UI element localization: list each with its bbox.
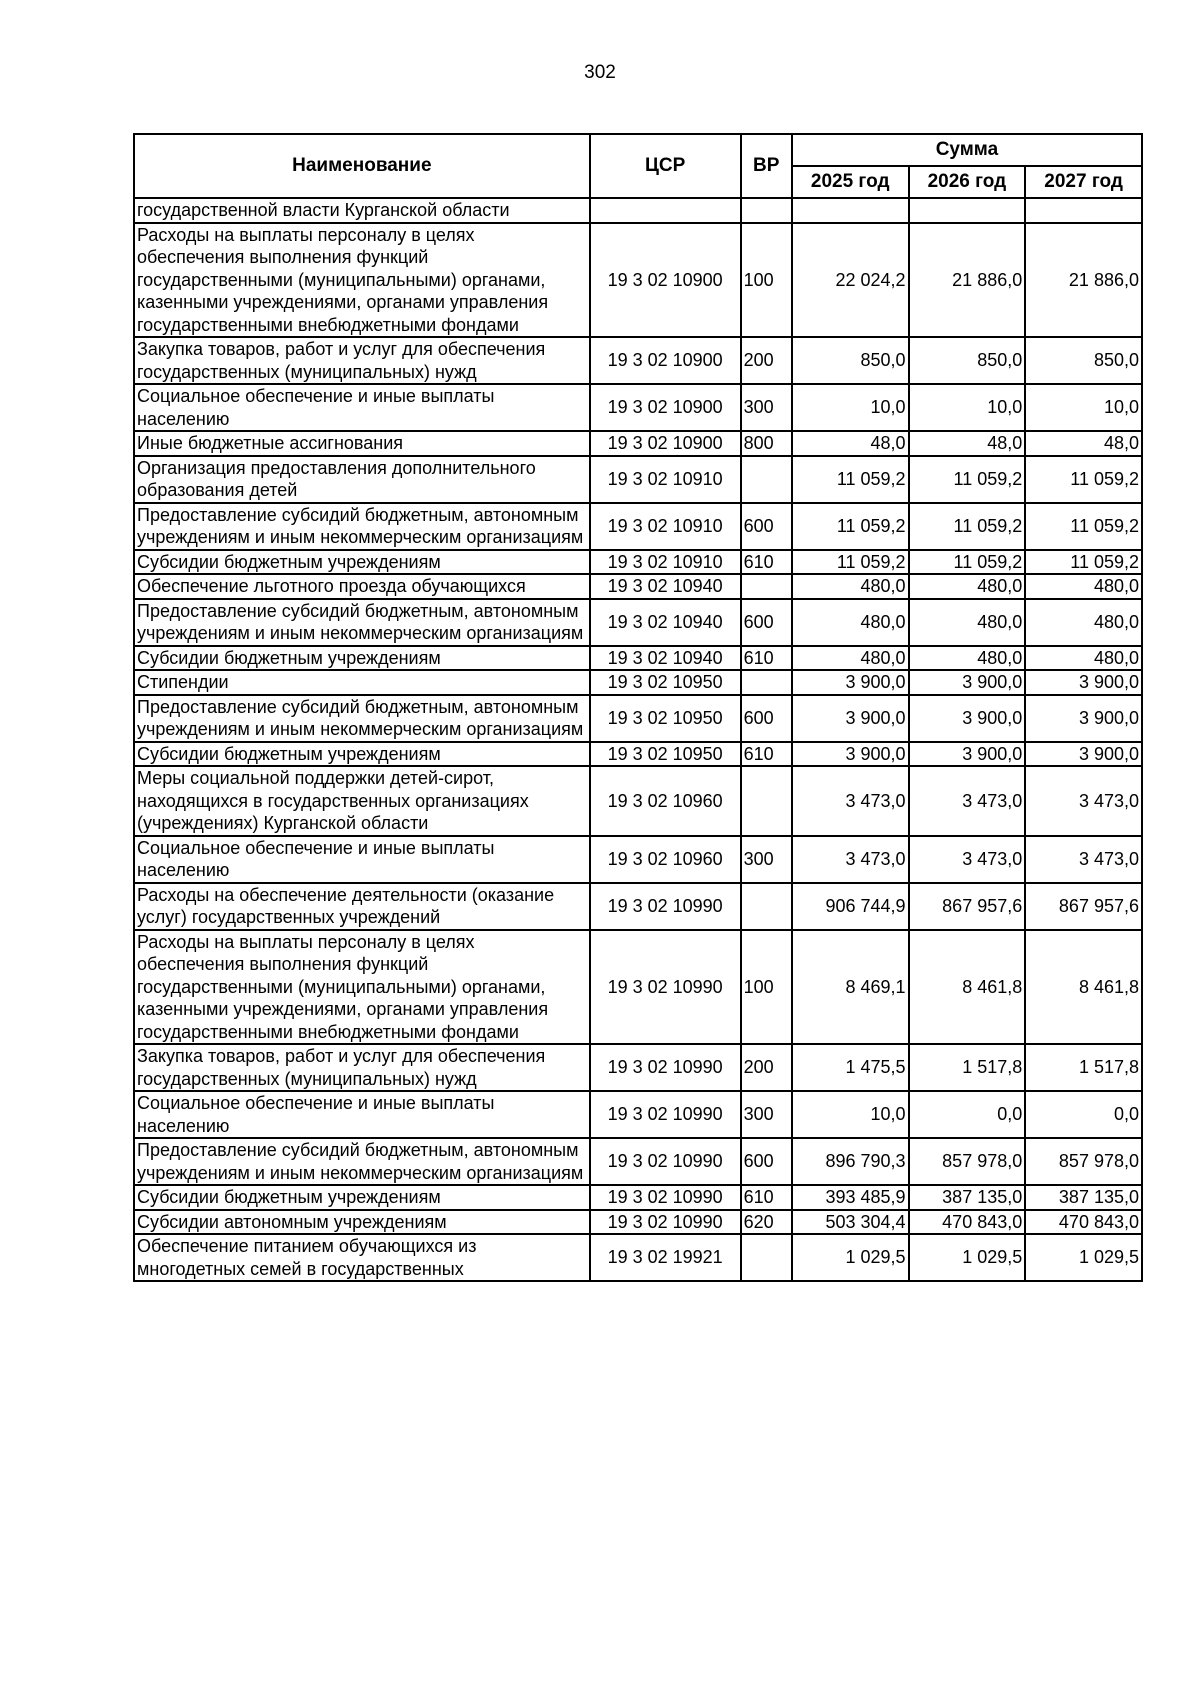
table-row xyxy=(134,742,1142,767)
header-year-2027: 2027 год xyxy=(1025,166,1142,198)
row-vr-cell: 100 xyxy=(741,223,792,338)
row-value-2027-cell: 857 978,0 xyxy=(1025,1138,1142,1185)
row-name-cell: Субсидии бюджетным учреждениям xyxy=(134,742,590,767)
row-value-2027-cell: 3 473,0 xyxy=(1025,766,1142,836)
table-row xyxy=(134,599,1142,646)
row-value-2027-cell: 480,0 xyxy=(1025,599,1142,646)
row-value-2026-cell: 3 473,0 xyxy=(909,766,1026,836)
row-vr-cell xyxy=(741,456,792,503)
row-value-2026-cell: 11 059,2 xyxy=(909,550,1026,575)
table-row xyxy=(134,1138,1142,1185)
row-value-2026-cell: 8 461,8 xyxy=(909,930,1026,1045)
row-value-2025-cell: 10,0 xyxy=(792,384,909,431)
row-value-2025-cell: 503 304,4 xyxy=(792,1210,909,1235)
table-row xyxy=(134,670,1142,695)
row-name-cell: Иные бюджетные ассигнования xyxy=(134,431,590,456)
row-value-2026-cell: 0,0 xyxy=(909,1091,1026,1138)
row-value-2025-cell: 480,0 xyxy=(792,599,909,646)
row-value-2027-cell: 3 900,0 xyxy=(1025,695,1142,742)
row-csr-cell: 19 3 02 10910 xyxy=(590,503,741,550)
row-csr-cell: 19 3 02 10900 xyxy=(590,337,741,384)
header-vr: ВР xyxy=(741,134,792,198)
row-value-2026-cell: 1 517,8 xyxy=(909,1044,1026,1091)
row-value-2025-cell: 22 024,2 xyxy=(792,223,909,338)
row-name-cell: Субсидии бюджетным учреждениям xyxy=(134,550,590,575)
row-name-cell: Предоставление субсидий бюджетным, автономным учреждениям и иным некоммерческим организациям xyxy=(134,695,590,742)
row-vr-cell xyxy=(741,766,792,836)
table-row xyxy=(134,1091,1142,1138)
row-csr-cell: 19 3 02 10900 xyxy=(590,384,741,431)
row-vr-cell: 600 xyxy=(741,1138,792,1185)
row-value-2025-cell: 11 059,2 xyxy=(792,550,909,575)
row-vr-cell: 300 xyxy=(741,384,792,431)
row-value-2025-cell: 896 790,3 xyxy=(792,1138,909,1185)
row-value-2026-cell: 3 900,0 xyxy=(909,670,1026,695)
table-row xyxy=(134,503,1142,550)
row-value-2027-cell: 11 059,2 xyxy=(1025,550,1142,575)
row-value-2027-cell: 867 957,6 xyxy=(1025,883,1142,930)
row-value-2027-cell: 470 843,0 xyxy=(1025,1210,1142,1235)
row-csr-cell: 19 3 02 10990 xyxy=(590,1091,741,1138)
row-value-2025-cell: 906 744,9 xyxy=(792,883,909,930)
row-vr-cell xyxy=(741,1234,792,1281)
header-sum: Сумма xyxy=(792,134,1142,166)
row-value-2026-cell: 1 029,5 xyxy=(909,1234,1026,1281)
row-vr-cell xyxy=(741,198,792,223)
row-name-cell: Обеспечение питанием обучающихся из многодетных семей в государственных xyxy=(134,1234,590,1281)
row-csr-cell: 19 3 02 10990 xyxy=(590,883,741,930)
row-value-2027-cell: 11 059,2 xyxy=(1025,456,1142,503)
row-vr-cell: 610 xyxy=(741,1185,792,1210)
row-name-cell: Стипендии xyxy=(134,670,590,695)
page-number: 302 xyxy=(584,62,616,83)
table-row xyxy=(134,456,1142,503)
row-value-2027-cell: 480,0 xyxy=(1025,574,1142,599)
table-body xyxy=(134,198,1142,1281)
row-value-2027-cell xyxy=(1025,198,1142,223)
row-csr-cell: 19 3 02 10990 xyxy=(590,1185,741,1210)
row-csr-cell: 19 3 02 10990 xyxy=(590,1210,741,1235)
row-value-2027-cell: 8 461,8 xyxy=(1025,930,1142,1045)
row-value-2026-cell: 857 978,0 xyxy=(909,1138,1026,1185)
header-csr: ЦСР xyxy=(590,134,741,198)
table-row xyxy=(134,646,1142,671)
table-header xyxy=(134,134,1142,198)
row-value-2025-cell: 3 900,0 xyxy=(792,670,909,695)
row-value-2027-cell: 0,0 xyxy=(1025,1091,1142,1138)
row-value-2025-cell: 480,0 xyxy=(792,574,909,599)
row-name-cell: Субсидии бюджетным учреждениям xyxy=(134,646,590,671)
row-value-2025-cell: 48,0 xyxy=(792,431,909,456)
row-value-2025-cell: 480,0 xyxy=(792,646,909,671)
row-vr-cell: 300 xyxy=(741,836,792,883)
row-value-2026-cell: 867 957,6 xyxy=(909,883,1026,930)
row-value-2026-cell: 11 059,2 xyxy=(909,456,1026,503)
row-value-2026-cell: 480,0 xyxy=(909,646,1026,671)
row-csr-cell: 19 3 02 10940 xyxy=(590,646,741,671)
row-vr-cell: 800 xyxy=(741,431,792,456)
row-name-cell: Закупка товаров, работ и услуг для обеспечения государственных (муниципальных) нужд xyxy=(134,1044,590,1091)
header-year-2026: 2026 год xyxy=(909,166,1026,198)
row-vr-cell xyxy=(741,883,792,930)
row-csr-cell xyxy=(590,198,741,223)
row-vr-cell: 100 xyxy=(741,930,792,1045)
row-csr-cell: 19 3 02 10940 xyxy=(590,574,741,599)
row-value-2026-cell: 850,0 xyxy=(909,337,1026,384)
table-row xyxy=(134,930,1142,1045)
row-value-2026-cell: 480,0 xyxy=(909,599,1026,646)
row-name-cell: Субсидии автономным учреждениям xyxy=(134,1210,590,1235)
row-name-cell: Расходы на выплаты персоналу в целях обеспечения выполнения функций государственными (муниципальными) органами, казенными учреждениями, органами управления государственными внебюджетными фондами xyxy=(134,930,590,1045)
row-value-2027-cell: 3 473,0 xyxy=(1025,836,1142,883)
row-value-2027-cell: 850,0 xyxy=(1025,337,1142,384)
row-value-2025-cell: 393 485,9 xyxy=(792,1185,909,1210)
table-row xyxy=(134,223,1142,338)
row-value-2026-cell: 21 886,0 xyxy=(909,223,1026,338)
row-value-2027-cell: 21 886,0 xyxy=(1025,223,1142,338)
row-csr-cell: 19 3 02 10960 xyxy=(590,836,741,883)
row-value-2026-cell: 470 843,0 xyxy=(909,1210,1026,1235)
row-csr-cell: 19 3 02 10900 xyxy=(590,431,741,456)
table-row xyxy=(134,550,1142,575)
row-csr-cell: 19 3 02 10950 xyxy=(590,695,741,742)
row-name-cell: Предоставление субсидий бюджетным, автономным учреждениям и иным некоммерческим организациям xyxy=(134,599,590,646)
row-vr-cell: 610 xyxy=(741,742,792,767)
row-csr-cell: 19 3 02 10950 xyxy=(590,670,741,695)
row-value-2025-cell: 3 473,0 xyxy=(792,836,909,883)
table-row xyxy=(134,431,1142,456)
row-name-cell: Социальное обеспечение и иные выплаты населению xyxy=(134,1091,590,1138)
row-name-cell: Расходы на обеспечение деятельности (оказание услуг) государственных учреждений xyxy=(134,883,590,930)
row-vr-cell: 200 xyxy=(741,1044,792,1091)
row-value-2026-cell: 387 135,0 xyxy=(909,1185,1026,1210)
row-value-2025-cell: 11 059,2 xyxy=(792,456,909,503)
table-row xyxy=(134,883,1142,930)
row-vr-cell xyxy=(741,670,792,695)
row-csr-cell: 19 3 02 10900 xyxy=(590,223,741,338)
row-value-2026-cell: 3 900,0 xyxy=(909,742,1026,767)
row-name-cell: Предоставление субсидий бюджетным, автономным учреждениям и иным некоммерческим организациям xyxy=(134,1138,590,1185)
row-value-2026-cell: 3 900,0 xyxy=(909,695,1026,742)
table-row xyxy=(134,337,1142,384)
row-value-2027-cell: 10,0 xyxy=(1025,384,1142,431)
row-value-2025-cell: 3 900,0 xyxy=(792,695,909,742)
row-csr-cell: 19 3 02 10990 xyxy=(590,930,741,1045)
row-value-2025-cell: 850,0 xyxy=(792,337,909,384)
row-value-2027-cell: 3 900,0 xyxy=(1025,742,1142,767)
row-csr-cell: 19 3 02 10990 xyxy=(590,1138,741,1185)
row-name-cell: Расходы на выплаты персоналу в целях обеспечения выполнения функций государственными (муниципальными) органами, казенными учреждениями, органами управления государственными внебюджетными фондами xyxy=(134,223,590,338)
row-vr-cell: 300 xyxy=(741,1091,792,1138)
row-name-cell: Предоставление субсидий бюджетным, автономным учреждениям и иным некоммерческим организациям xyxy=(134,503,590,550)
row-value-2027-cell: 48,0 xyxy=(1025,431,1142,456)
row-name-cell: Закупка товаров, работ и услуг для обеспечения государственных (муниципальных) нужд xyxy=(134,337,590,384)
row-value-2025-cell xyxy=(792,198,909,223)
header-name: Наименование xyxy=(134,134,590,198)
row-name-cell: Социальное обеспечение и иные выплаты населению xyxy=(134,836,590,883)
row-csr-cell: 19 3 02 10910 xyxy=(590,550,741,575)
row-name-cell: государственной власти Курганской области xyxy=(134,198,590,223)
row-value-2026-cell: 10,0 xyxy=(909,384,1026,431)
row-value-2026-cell: 11 059,2 xyxy=(909,503,1026,550)
table-row xyxy=(134,766,1142,836)
table-row xyxy=(134,836,1142,883)
table-row xyxy=(134,384,1142,431)
row-vr-cell: 600 xyxy=(741,503,792,550)
table-row xyxy=(134,1044,1142,1091)
row-name-cell: Субсидии бюджетным учреждениям xyxy=(134,1185,590,1210)
table-row xyxy=(134,1210,1142,1235)
row-csr-cell: 19 3 02 10910 xyxy=(590,456,741,503)
table-row xyxy=(134,1185,1142,1210)
row-vr-cell: 610 xyxy=(741,646,792,671)
row-value-2025-cell: 1 475,5 xyxy=(792,1044,909,1091)
row-name-cell: Меры социальной поддержки детей-сирот, находящихся в государственных организациях (учреждениях) Курганской области xyxy=(134,766,590,836)
table-row xyxy=(134,695,1142,742)
header-year-2025: 2025 год xyxy=(792,166,909,198)
row-value-2027-cell: 3 900,0 xyxy=(1025,670,1142,695)
row-value-2027-cell: 1 029,5 xyxy=(1025,1234,1142,1281)
row-value-2026-cell: 48,0 xyxy=(909,431,1026,456)
row-value-2027-cell: 387 135,0 xyxy=(1025,1185,1142,1210)
row-csr-cell: 19 3 02 10990 xyxy=(590,1044,741,1091)
row-value-2027-cell: 11 059,2 xyxy=(1025,503,1142,550)
row-value-2025-cell: 1 029,5 xyxy=(792,1234,909,1281)
row-value-2025-cell: 3 473,0 xyxy=(792,766,909,836)
row-vr-cell: 600 xyxy=(741,599,792,646)
row-value-2025-cell: 10,0 xyxy=(792,1091,909,1138)
row-vr-cell: 610 xyxy=(741,550,792,575)
table-row xyxy=(134,198,1142,223)
row-value-2026-cell xyxy=(909,198,1026,223)
row-csr-cell: 19 3 02 10960 xyxy=(590,766,741,836)
row-value-2026-cell: 480,0 xyxy=(909,574,1026,599)
budget-table xyxy=(133,133,1143,1282)
row-value-2025-cell: 8 469,1 xyxy=(792,930,909,1045)
row-value-2026-cell: 3 473,0 xyxy=(909,836,1026,883)
row-vr-cell xyxy=(741,574,792,599)
row-name-cell: Обеспечение льготного проезда обучающихся xyxy=(134,574,590,599)
table-row xyxy=(134,574,1142,599)
row-name-cell: Организация предоставления дополнительного образования детей xyxy=(134,456,590,503)
row-vr-cell: 600 xyxy=(741,695,792,742)
row-csr-cell: 19 3 02 10950 xyxy=(590,742,741,767)
row-vr-cell: 620 xyxy=(741,1210,792,1235)
row-csr-cell: 19 3 02 19921 xyxy=(590,1234,741,1281)
row-value-2027-cell: 1 517,8 xyxy=(1025,1044,1142,1091)
table-row xyxy=(134,1234,1142,1281)
row-name-cell: Социальное обеспечение и иные выплаты населению xyxy=(134,384,590,431)
row-vr-cell: 200 xyxy=(741,337,792,384)
row-value-2025-cell: 11 059,2 xyxy=(792,503,909,550)
row-value-2027-cell: 480,0 xyxy=(1025,646,1142,671)
row-value-2025-cell: 3 900,0 xyxy=(792,742,909,767)
row-csr-cell: 19 3 02 10940 xyxy=(590,599,741,646)
